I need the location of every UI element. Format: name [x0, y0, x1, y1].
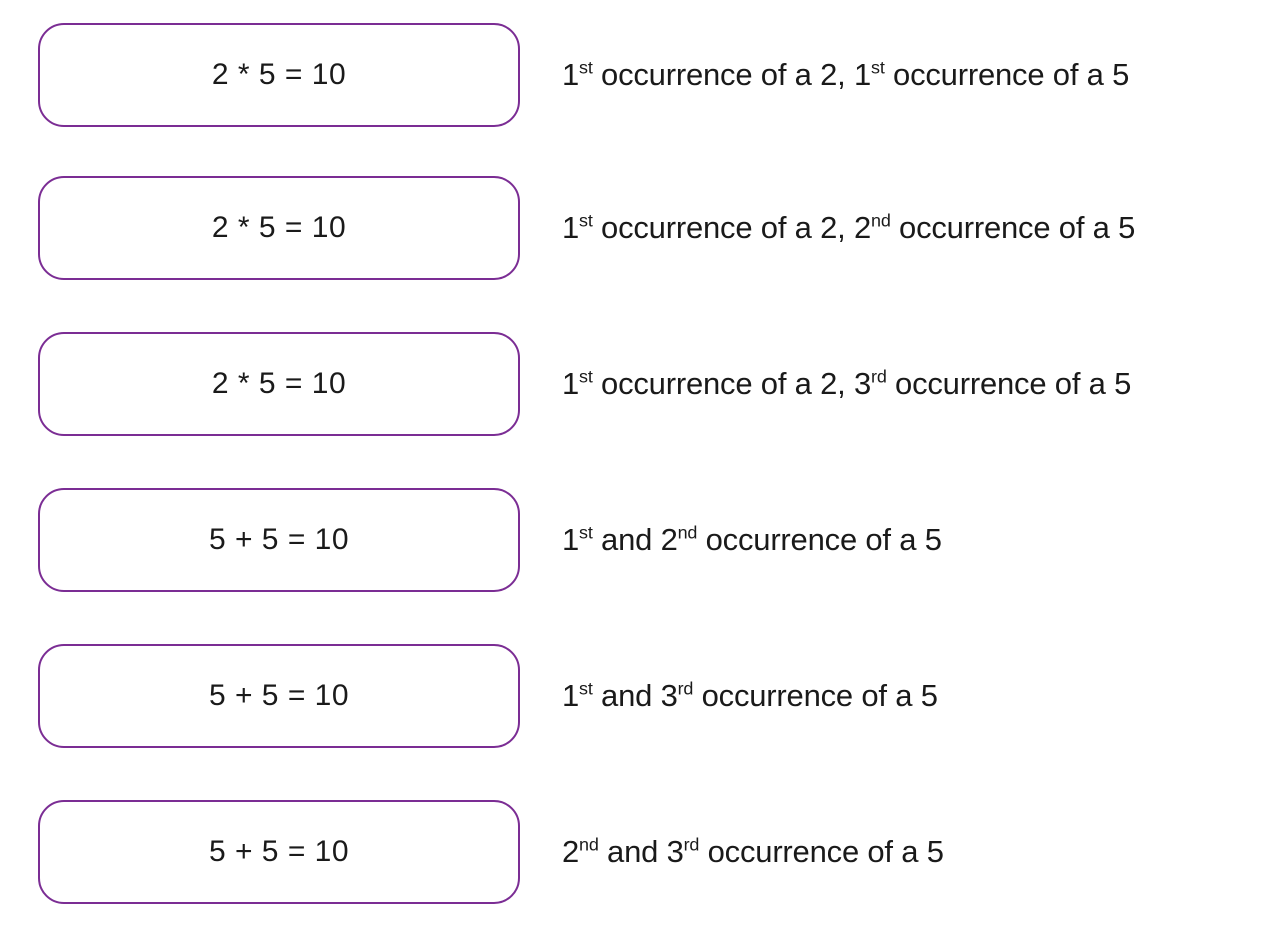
expression-box	[38, 488, 520, 592]
description-text: 2nd and 3rd occurrence of a 5	[562, 834, 944, 869]
diagram-row	[0, 0, 1282, 150]
diagram-row	[0, 462, 1282, 618]
expression-text: 2 * 5 = 10	[211, 367, 347, 400]
expression-box	[38, 800, 520, 904]
expression-box-cell	[0, 176, 520, 280]
expression-text: 2 * 5 = 10	[211, 58, 347, 91]
diagram-row	[0, 774, 1282, 930]
expression-box	[38, 332, 520, 436]
diagram-row	[0, 618, 1282, 774]
expression-box	[38, 23, 520, 127]
expression-text: 2 * 5 = 10	[211, 211, 347, 244]
expression-box-cell	[0, 644, 520, 748]
description-cell	[520, 57, 1282, 93]
description-cell	[520, 366, 1282, 402]
expression-box	[38, 644, 520, 748]
description-cell	[520, 678, 1282, 714]
expression-text: 5 + 5 = 10	[208, 523, 350, 556]
expression-box	[38, 176, 520, 280]
description-cell	[520, 210, 1282, 246]
expression-box-cell	[0, 23, 520, 127]
description-text: 1st occurrence of a 2, 3rd occurrence of a 5	[562, 366, 1132, 401]
expression-box-cell	[0, 800, 520, 904]
expression-box-cell	[0, 488, 520, 592]
expression-text: 5 + 5 = 10	[208, 679, 350, 712]
description-cell	[520, 834, 1282, 870]
description-text: 1st occurrence of a 2, 1st occurrence of a 5	[562, 57, 1130, 92]
description-text: 1st occurrence of a 2, 2nd occurrence of a 5	[562, 210, 1136, 245]
description-text: 1st and 2nd occurrence of a 5	[562, 522, 942, 557]
diagram-row	[0, 306, 1282, 462]
expression-text: 5 + 5 = 10	[208, 835, 350, 868]
description-text: 1st and 3rd occurrence of a 5	[562, 678, 938, 713]
description-cell	[520, 522, 1282, 558]
diagram-row	[0, 150, 1282, 306]
expression-box-cell	[0, 332, 520, 436]
